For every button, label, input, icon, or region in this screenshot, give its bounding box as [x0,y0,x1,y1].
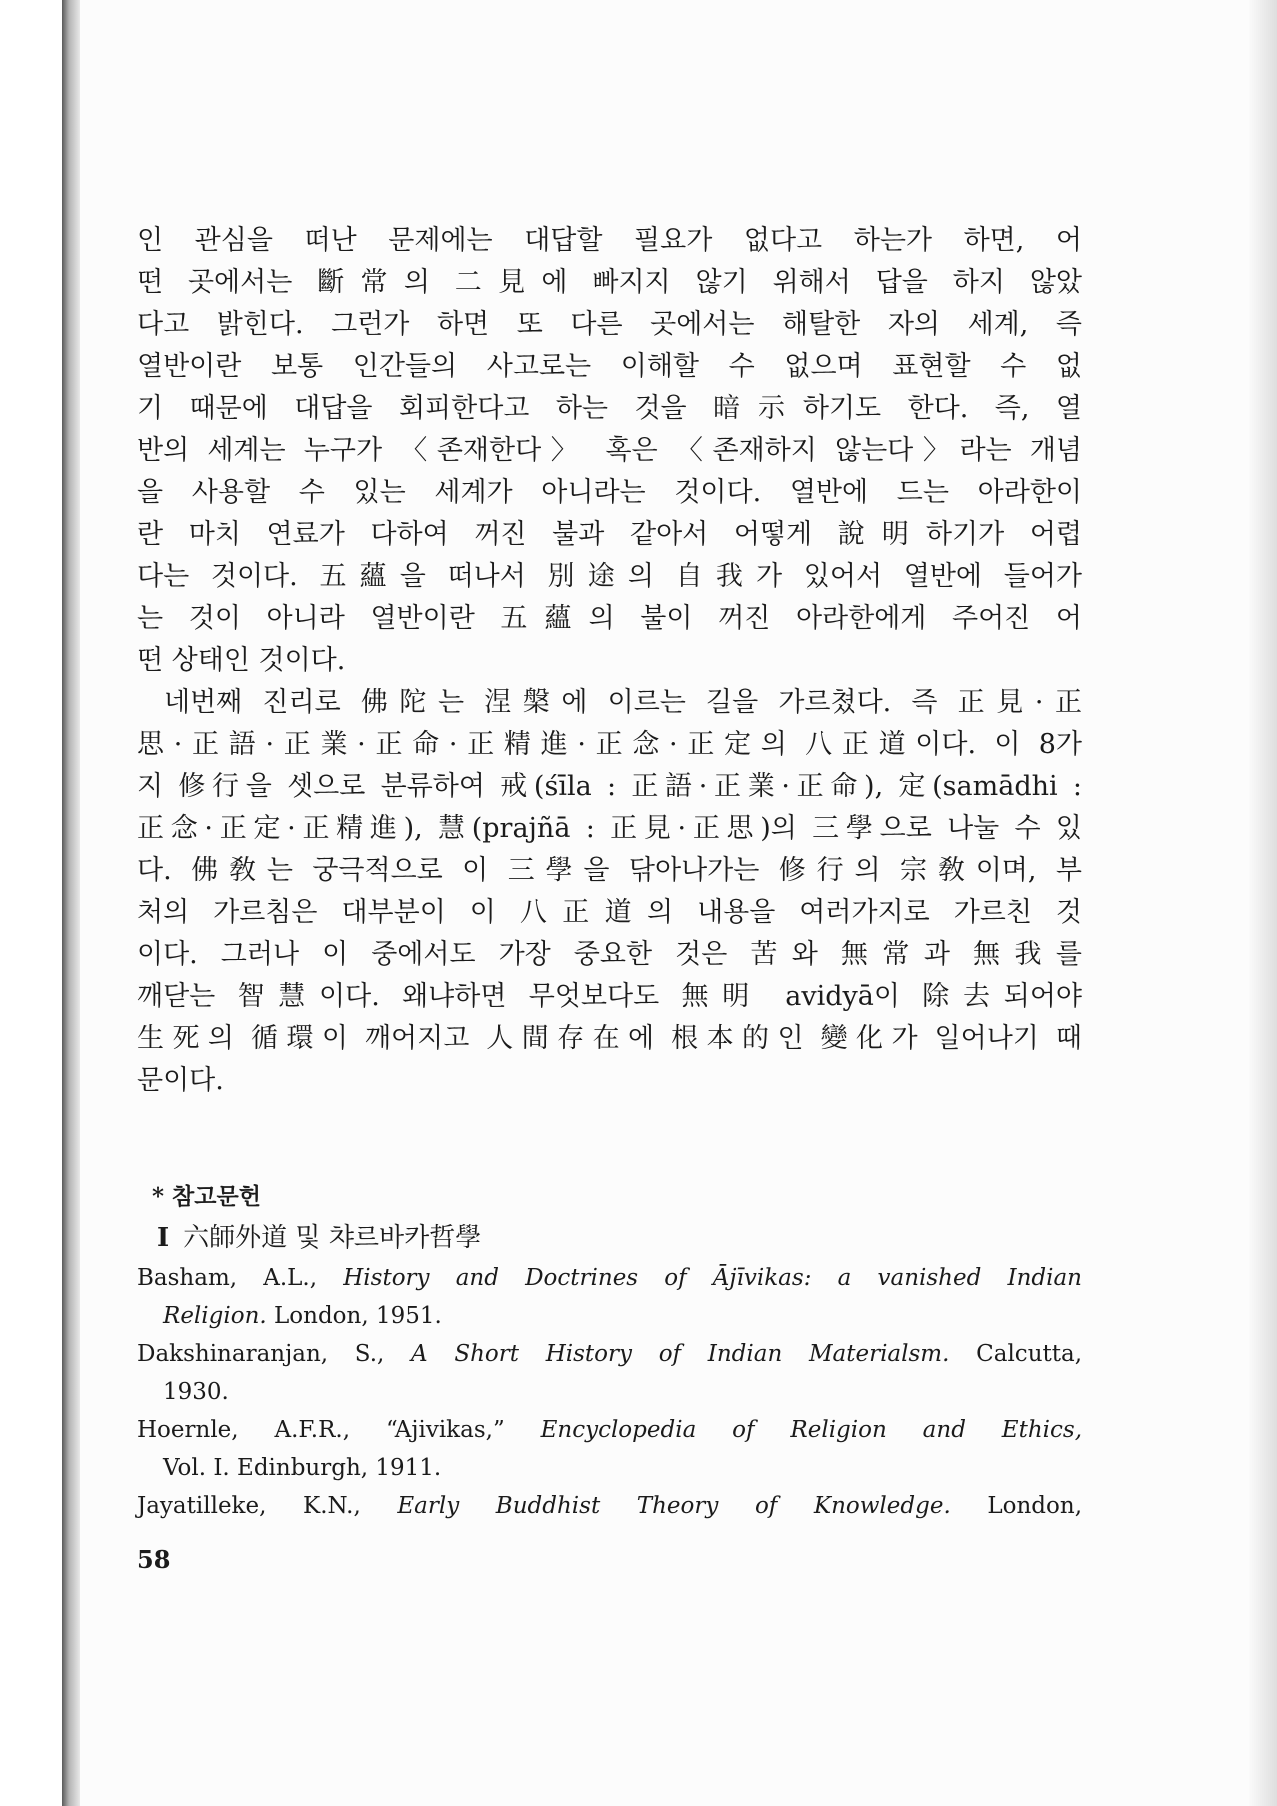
body-line: 는 것이 아니라 열반이란 五蘊의 불이 꺼진 아라한에게 주어진 어 [137,603,1082,634]
body-line: 문이다. [137,1065,224,1096]
references-heading: * 참고문헌 [152,1183,261,1210]
reference-place: Calcutta, [976,1341,1083,1367]
reference-publication: Vol. I. Edinburgh, 1911. [163,1455,442,1481]
references-section-title [157,1217,1082,1259]
body-paragraphs [137,220,1082,1102]
body-line: 다고 밝힌다. 그런가 하면 또 다른 곳에서는 해탈한 자의 세계, 즉 [137,309,1082,340]
body-line: 思·正語·正業·正命·正精進·正念·正定의 八正道이다. 이 8가 [137,729,1082,760]
reference-publication: London, 1951. [274,1303,442,1329]
body-line: 이다. 그러나 이 중에서도 가장 중요한 것은 苦와 無常과 無我를 [137,939,1082,970]
book-spine-edge [0,0,80,1806]
body-line: 다. 佛敎는 궁극적으로 이 三學을 닦아나가는 修行의 宗敎이며, 부 [137,855,1082,886]
reference-place: London, [987,1493,1083,1519]
body-line: 다는 것이다. 五蘊을 떠나서 別途의 自我가 있어서 열반에 들어가 [137,561,1082,592]
reference-line [137,1449,1082,1487]
reference-line [137,1297,1082,1335]
reference-line [137,1487,1082,1525]
body-line: 을 사용할 수 있는 세계가 아니라는 것이다. 열반에 드는 아라한이 [137,477,1082,508]
body-line: 란 마치 연료가 다하여 꺼진 불과 같아서 어떻게 說明하기가 어렵 [137,519,1082,550]
reference-title: History and Doctrines of Ājīvikas: a vanished Indian [343,1265,1082,1291]
body-line: 正念·正定·正精進), 慧(prajñā : 正見·正思)의 三學으로 나눌 수 있 [137,813,1082,844]
reference-line [137,1335,1082,1373]
section-title: 六師外道 및 챠르바카哲學 [183,1223,482,1253]
body-line: 처의 가르침은 대부분이 이 八正道의 내용을 여러가지로 가르친 것 [137,897,1082,928]
reference-author: Jayatilleke, K.N., [137,1493,361,1519]
body-line: 인 관심을 떠난 문제에는 대답할 필요가 없다고 하는가 하면, 어 [137,225,1082,256]
reference-line [137,1373,1082,1411]
reference-title: Early Buddhist Theory of Knowledge. [397,1493,951,1519]
body-line: 네번째 진리로 佛陀는 涅槃에 이르는 길을 가르쳤다. 즉 正見·正 [164,687,1082,718]
body-line: 깨닫는 智慧이다. 왜냐하면 무엇보다도 無明 avidyā이 除去되어야 [137,981,1082,1012]
reference-article: “Ajivikas,” [385,1417,505,1443]
page-number: 58 [137,1545,171,1574]
reference-year: 1930. [163,1379,229,1405]
body-line: 生死의 循環이 깨어지고 人間存在에 根本的인 變化가 일어나기 때 [137,1023,1082,1054]
reference-entry [137,1487,1082,1525]
body-line: 기 때문에 대답을 회피한다고 하는 것을 暗示하기도 한다. 즉, 열 [137,393,1082,424]
body-line: 떤 상태인 것이다. [137,645,346,676]
reference-author: Basham, A.L., [137,1265,318,1291]
reference-author: Dakshinaranjan, S., [137,1341,385,1367]
reference-title-cont: Religion. [163,1303,267,1329]
references-section [137,1177,1082,1525]
body-line: 반의 세계는 누구가 〈존재한다〉 혹은 〈존재하지 않는다〉라는 개념 [137,435,1082,466]
reference-author: Hoernle, A.F.R., [137,1417,351,1443]
body-line: 열반이란 보통 인간들의 사고로는 이해할 수 없으며 표현할 수 없 [137,351,1082,382]
reference-line [137,1411,1082,1449]
reference-title: A Short History of Indian Materialsm. [411,1341,950,1367]
reference-entry [137,1259,1082,1335]
body-line: 떤 곳에서는 斷常의 二見에 빠지지 않기 위해서 답을 하지 않았 [137,267,1082,298]
reference-title: Encyclopedia of Religion and Ethics, [540,1417,1083,1443]
reference-line [137,1259,1082,1297]
reference-entry [137,1411,1082,1487]
page-right-shadow [1249,0,1277,1806]
section-number: I [157,1223,170,1253]
reference-entry [137,1335,1082,1411]
body-line: 지 修行을 셋으로 분류하여 戒(śīla : 正語·正業·正命), 定(samādhi : [137,771,1082,802]
